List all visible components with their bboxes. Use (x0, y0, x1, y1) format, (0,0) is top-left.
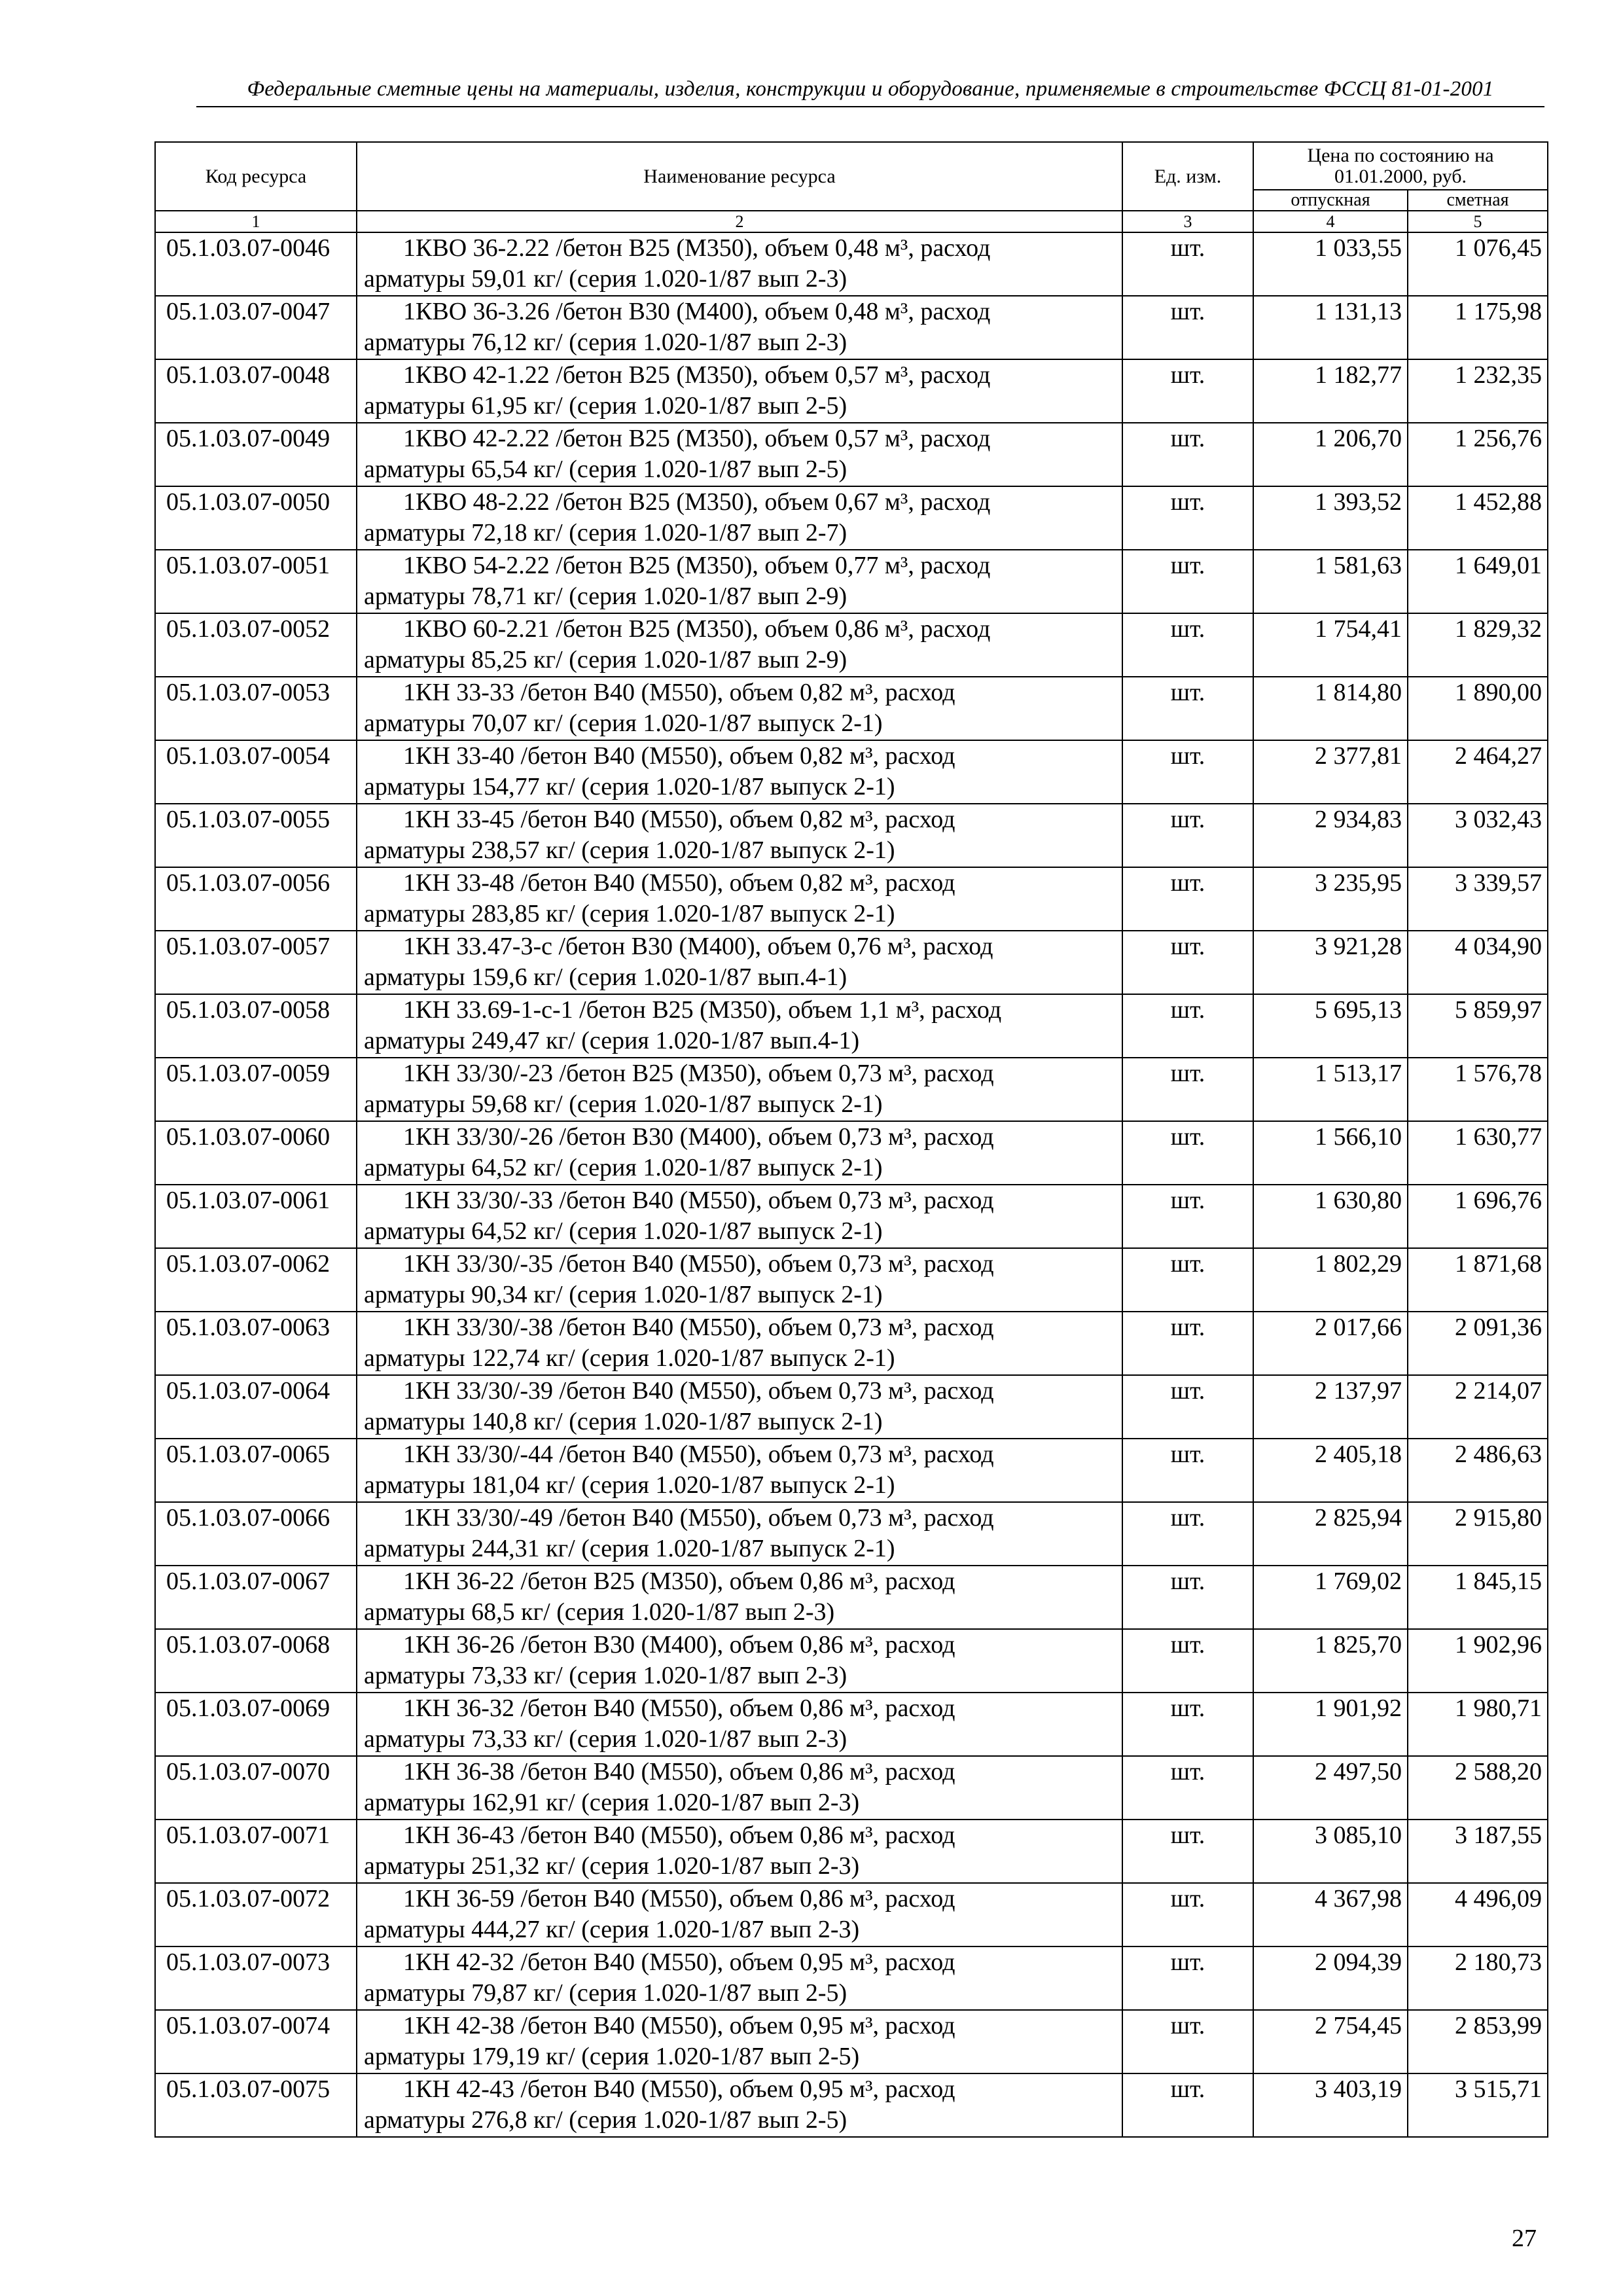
unit-of-measure: шт. (1122, 296, 1253, 359)
release-price: 5 695,13 (1253, 994, 1408, 1058)
column-number-2: 2 (357, 211, 1122, 232)
resource-name (357, 1629, 1122, 1693)
unit-of-measure: шт. (1122, 1312, 1253, 1375)
table-row (155, 1185, 1548, 1248)
table-row (155, 1121, 1548, 1185)
resource-name-line2: арматуры 59,01 кг/ (серия 1.020-1/87 вып 2-3) (364, 265, 847, 293)
resource-name (357, 1566, 1122, 1629)
unit-of-measure: шт. (1122, 867, 1253, 931)
resource-name-line2: арматуры 59,68 кг/ (серия 1.020-1/87 выпуск 2-1) (364, 1090, 883, 1118)
release-price: 1 033,55 (1253, 232, 1408, 296)
resource-name-line2: арматуры 65,54 кг/ (серия 1.020-1/87 вып 2-5) (364, 456, 847, 483)
resource-price-table (154, 141, 1548, 2138)
estimate-price: 1 845,15 (1408, 1566, 1548, 1629)
table-row (155, 1566, 1548, 1629)
estimate-price: 2 486,63 (1408, 1439, 1548, 1502)
resource-name-line1: 1КН 33.69-1-с-1 /бетон В25 (М350), объем 1,1 м³, расход (403, 996, 1002, 1024)
resource-name-line2: арматуры 73,33 кг/ (серия 1.020-1/87 вып 2-3) (364, 1725, 847, 1753)
resource-name (357, 2010, 1122, 2073)
resource-name-line1: 1КН 33/30/-49 /бетон В40 (М550), объем 0,73 м³, расход (403, 1504, 994, 1532)
resource-name-line1: 1КН 42-43 /бетон В40 (М550), объем 0,95 м³, расход (403, 2075, 955, 2103)
release-price: 2 497,50 (1253, 1756, 1408, 1820)
unit-of-measure: шт. (1122, 1756, 1253, 1820)
resource-name-line2: арматуры 181,04 кг/ (серия 1.020-1/87 выпуск 2-1) (364, 1471, 895, 1499)
resource-name-line1: 1КН 33/30/-39 /бетон В40 (М550), объем 0,73 м³, расход (403, 1377, 994, 1405)
resource-name (357, 1058, 1122, 1121)
resource-code: 05.1.03.07-0070 (155, 1756, 357, 1820)
column-number-5: 5 (1408, 211, 1548, 232)
unit-of-measure: шт. (1122, 1566, 1253, 1629)
resource-code: 05.1.03.07-0075 (155, 2073, 357, 2137)
release-price: 1 513,17 (1253, 1058, 1408, 1121)
unit-of-measure: шт. (1122, 1248, 1253, 1312)
resource-name-line2: арматуры 444,27 кг/ (серия 1.020-1/87 вып 2-3) (364, 1916, 860, 1943)
resource-name-line2: арматуры 68,5 кг/ (серия 1.020-1/87 вып 2-3) (364, 1598, 835, 1626)
resource-code: 05.1.03.07-0063 (155, 1312, 357, 1375)
resource-name-line1: 1КН 36-26 /бетон В30 (М400), объем 0,86 м³, расход (403, 1631, 955, 1659)
resource-name-line1: 1КН 33/30/-44 /бетон В40 (М550), объем 0,73 м³, расход (403, 1441, 994, 1468)
table-row (155, 1946, 1548, 2010)
resource-name-line1: 1КН 36-43 /бетон В40 (М550), объем 0,86 м³, расход (403, 1821, 955, 1849)
resource-name-line1: 1КН 36-38 /бетон В40 (М550), объем 0,86 м³, расход (403, 1758, 955, 1785)
resource-name (357, 740, 1122, 804)
release-price: 1 206,70 (1253, 423, 1408, 486)
release-price: 1 131,13 (1253, 296, 1408, 359)
release-price: 3 085,10 (1253, 1820, 1408, 1883)
release-price: 2 934,83 (1253, 804, 1408, 867)
resource-name-line2: арматуры 85,25 кг/ (серия 1.020-1/87 вып 2-9) (364, 646, 847, 673)
table-row (155, 1820, 1548, 1883)
release-price: 1 769,02 (1253, 1566, 1408, 1629)
release-price: 1 581,63 (1253, 550, 1408, 613)
resource-code: 05.1.03.07-0051 (155, 550, 357, 613)
resource-name-line2: арматуры 159,6 кг/ (серия 1.020-1/87 вып.4-1) (364, 963, 847, 991)
resource-name (357, 1756, 1122, 1820)
estimate-price: 1 890,00 (1408, 677, 1548, 740)
estimate-price: 3 187,55 (1408, 1820, 1548, 1883)
header-unit: Ед. изм. (1122, 142, 1253, 211)
estimate-price: 1 452,88 (1408, 486, 1548, 550)
unit-of-measure: шт. (1122, 1629, 1253, 1693)
resource-name (357, 1946, 1122, 2010)
resource-name (357, 804, 1122, 867)
resource-name-line2: арматуры 64,52 кг/ (серия 1.020-1/87 выпуск 2-1) (364, 1154, 883, 1181)
resource-name-line2: арматуры 78,71 кг/ (серия 1.020-1/87 вып 2-9) (364, 583, 847, 610)
resource-name-line2: арматуры 283,85 кг/ (серия 1.020-1/87 выпуск 2-1) (364, 900, 895, 927)
resource-name-line2: арматуры 179,19 кг/ (серия 1.020-1/87 вып 2-5) (364, 2043, 860, 2070)
release-price: 1 825,70 (1253, 1629, 1408, 1693)
resource-name-line1: 1КВО 42-1.22 /бетон В25 (М350), объем 0,57 м³, расход (403, 361, 991, 389)
resource-code: 05.1.03.07-0066 (155, 1502, 357, 1566)
unit-of-measure: шт. (1122, 804, 1253, 867)
resource-name-line2: арматуры 249,47 кг/ (серия 1.020-1/87 вып.4-1) (364, 1027, 860, 1054)
resource-code: 05.1.03.07-0060 (155, 1121, 357, 1185)
table-row (155, 1502, 1548, 1566)
resource-code: 05.1.03.07-0058 (155, 994, 357, 1058)
resource-name-line2: арматуры 244,31 кг/ (серия 1.020-1/87 выпуск 2-1) (364, 1535, 895, 1562)
unit-of-measure: шт. (1122, 1185, 1253, 1248)
table-row (155, 613, 1548, 677)
estimate-price: 1 232,35 (1408, 359, 1548, 423)
release-price: 2 017,66 (1253, 1312, 1408, 1375)
resource-name (357, 1375, 1122, 1439)
estimate-price: 1 630,77 (1408, 1121, 1548, 1185)
resource-code: 05.1.03.07-0053 (155, 677, 357, 740)
unit-of-measure: шт. (1122, 1883, 1253, 1946)
resource-name-line1: 1КН 36-22 /бетон В25 (М350), объем 0,86 м³, расход (403, 1568, 955, 1595)
table-row (155, 423, 1548, 486)
resource-code: 05.1.03.07-0065 (155, 1439, 357, 1502)
resource-name-line1: 1КН 33/30/-35 /бетон В40 (М550), объем 0,73 м³, расход (403, 1250, 994, 1278)
release-price: 2 094,39 (1253, 1946, 1408, 2010)
release-price: 2 377,81 (1253, 740, 1408, 804)
table-row (155, 296, 1548, 359)
resource-name (357, 867, 1122, 931)
resource-name (357, 359, 1122, 423)
estimate-price: 1 696,76 (1408, 1185, 1548, 1248)
release-price: 2 825,94 (1253, 1502, 1408, 1566)
resource-name (357, 232, 1122, 296)
estimate-price: 2 915,80 (1408, 1502, 1548, 1566)
table-row (155, 867, 1548, 931)
estimate-price: 1 576,78 (1408, 1058, 1548, 1121)
table-body (155, 232, 1548, 2137)
resource-name-line2: арматуры 72,18 кг/ (серия 1.020-1/87 вып 2-7) (364, 519, 847, 547)
page-number: 27 (1512, 2225, 1537, 2252)
table-row (155, 2073, 1548, 2137)
column-number-3: 3 (1122, 211, 1253, 232)
resource-code: 05.1.03.07-0056 (155, 867, 357, 931)
resource-name (357, 1883, 1122, 1946)
resource-name-line1: 1КВО 36-3.26 /бетон В30 (М400), объем 0,48 м³, расход (403, 298, 991, 325)
table-row (155, 1756, 1548, 1820)
resource-code: 05.1.03.07-0048 (155, 359, 357, 423)
resource-code: 05.1.03.07-0068 (155, 1629, 357, 1693)
table-row (155, 550, 1548, 613)
estimate-price: 1 649,01 (1408, 550, 1548, 613)
resource-name-line2: арматуры 251,32 кг/ (серия 1.020-1/87 вып 2-3) (364, 1852, 860, 1880)
header-price-group-line2: 01.01.2000, руб. (1334, 165, 1467, 187)
resource-code: 05.1.03.07-0072 (155, 1883, 357, 1946)
unit-of-measure: шт. (1122, 1121, 1253, 1185)
estimate-price: 2 091,36 (1408, 1312, 1548, 1375)
table-row (155, 1693, 1548, 1756)
table-row (155, 1375, 1548, 1439)
resource-name (357, 486, 1122, 550)
estimate-price: 1 076,45 (1408, 232, 1548, 296)
resource-name-line1: 1КВО 60-2.21 /бетон В25 (М350), объем 0,86 м³, расход (403, 615, 991, 643)
table-row (155, 1883, 1548, 1946)
resource-name (357, 931, 1122, 994)
estimate-price: 1 902,96 (1408, 1629, 1548, 1693)
header-code: Код ресурса (155, 142, 357, 211)
resource-name-line1: 1КН 36-32 /бетон В40 (М550), объем 0,86 м³, расход (403, 1695, 955, 1722)
table-row (155, 740, 1548, 804)
estimate-price: 2 180,73 (1408, 1946, 1548, 2010)
resource-name-line1: 1КН 33/30/-23 /бетон В25 (М350), объем 0,73 м³, расход (403, 1060, 994, 1087)
resource-name (357, 423, 1122, 486)
resource-name-line1: 1КВО 48-2.22 /бетон В25 (М350), объем 0,67 м³, расход (403, 488, 991, 516)
release-price: 3 403,19 (1253, 2073, 1408, 2137)
header-rule (196, 106, 1544, 107)
resource-code: 05.1.03.07-0064 (155, 1375, 357, 1439)
resource-name-line1: 1КН 33-40 /бетон В40 (М550), объем 0,82 м³, расход (403, 742, 955, 770)
unit-of-measure: шт. (1122, 1693, 1253, 1756)
resource-name-line2: арматуры 70,07 кг/ (серия 1.020-1/87 выпуск 2-1) (364, 709, 883, 737)
resource-code: 05.1.03.07-0052 (155, 613, 357, 677)
estimate-price: 5 859,97 (1408, 994, 1548, 1058)
estimate-price: 4 496,09 (1408, 1883, 1548, 1946)
unit-of-measure: шт. (1122, 1439, 1253, 1502)
resource-name-line2: арматуры 90,34 кг/ (серия 1.020-1/87 выпуск 2-1) (364, 1281, 883, 1308)
unit-of-measure: шт. (1122, 1502, 1253, 1566)
unit-of-measure: шт. (1122, 1946, 1253, 2010)
release-price: 1 901,92 (1253, 1693, 1408, 1756)
resource-name-line2: арматуры 276,8 кг/ (серия 1.020-1/87 вып 2-5) (364, 2106, 847, 2134)
table-row (155, 359, 1548, 423)
resource-name (357, 1502, 1122, 1566)
resource-code: 05.1.03.07-0055 (155, 804, 357, 867)
resource-name (357, 1312, 1122, 1375)
resource-code: 05.1.03.07-0046 (155, 232, 357, 296)
unit-of-measure: шт. (1122, 550, 1253, 613)
resource-name (357, 994, 1122, 1058)
resource-name-line1: 1КН 33-48 /бетон В40 (М550), объем 0,82 м³, расход (403, 869, 955, 897)
resource-name (357, 2073, 1122, 2137)
resource-code: 05.1.03.07-0059 (155, 1058, 357, 1121)
resource-name-line2: арматуры 61,95 кг/ (серия 1.020-1/87 вып 2-5) (364, 392, 847, 420)
resource-name-line1: 1КВО 42-2.22 /бетон В25 (М350), объем 0,57 м³, расход (403, 425, 991, 452)
estimate-price: 1 871,68 (1408, 1248, 1548, 1312)
resource-name-line2: арматуры 122,74 кг/ (серия 1.020-1/87 выпуск 2-1) (364, 1344, 895, 1372)
resource-name-line1: 1КН 42-38 /бетон В40 (М550), объем 0,95 м³, расход (403, 2012, 955, 2039)
release-price: 2 405,18 (1253, 1439, 1408, 1502)
unit-of-measure: шт. (1122, 1375, 1253, 1439)
table-row (155, 994, 1548, 1058)
unit-of-measure: шт. (1122, 740, 1253, 804)
estimate-price: 2 588,20 (1408, 1756, 1548, 1820)
resource-name (357, 1185, 1122, 1248)
resource-code: 05.1.03.07-0071 (155, 1820, 357, 1883)
release-price: 1 814,80 (1253, 677, 1408, 740)
unit-of-measure: шт. (1122, 994, 1253, 1058)
unit-of-measure: шт. (1122, 2010, 1253, 2073)
release-price: 3 921,28 (1253, 931, 1408, 994)
resource-name (357, 1121, 1122, 1185)
estimate-price: 1 256,76 (1408, 423, 1548, 486)
unit-of-measure: шт. (1122, 423, 1253, 486)
estimate-price: 2 464,27 (1408, 740, 1548, 804)
resource-name-line1: 1КН 33-45 /бетон В40 (М550), объем 0,82 м³, расход (403, 806, 955, 833)
estimate-price: 1 175,98 (1408, 296, 1548, 359)
estimate-price: 3 339,57 (1408, 867, 1548, 931)
resource-code: 05.1.03.07-0062 (155, 1248, 357, 1312)
resource-name-line2: арматуры 79,87 кг/ (серия 1.020-1/87 вып 2-5) (364, 1979, 847, 2007)
resource-name (357, 550, 1122, 613)
resource-name-line1: 1КВО 36-2.22 /бетон В25 (М350), объем 0,48 м³, расход (403, 234, 991, 262)
running-header: Федеральные сметные цены на материалы, изделия, конструкции и оборудование, применяемые в строительстве ФССЦ 81-01-2001 (247, 77, 1494, 101)
table-row (155, 1058, 1548, 1121)
resource-name-line2: арматуры 76,12 кг/ (серия 1.020-1/87 вып 2-3) (364, 329, 847, 356)
release-price: 1 630,80 (1253, 1185, 1408, 1248)
unit-of-measure: шт. (1122, 359, 1253, 423)
resource-name (357, 296, 1122, 359)
unit-of-measure: шт. (1122, 677, 1253, 740)
estimate-price: 4 034,90 (1408, 931, 1548, 994)
resource-name (357, 1693, 1122, 1756)
resource-name-line1: 1КН 33/30/-38 /бетон В40 (М550), объем 0,73 м³, расход (403, 1314, 994, 1341)
resource-name-line1: 1КН 33.47-3-с /бетон В30 (М400), объем 0,76 м³, расход (403, 933, 993, 960)
resource-name-line2: арматуры 64,52 кг/ (серия 1.020-1/87 выпуск 2-1) (364, 1217, 883, 1245)
resource-code: 05.1.03.07-0047 (155, 296, 357, 359)
resource-name (357, 1820, 1122, 1883)
unit-of-measure: шт. (1122, 232, 1253, 296)
resource-code: 05.1.03.07-0057 (155, 931, 357, 994)
header-price-group-line1: Цена по состоянию на (1307, 144, 1494, 166)
release-price: 2 754,45 (1253, 2010, 1408, 2073)
unit-of-measure: шт. (1122, 2073, 1253, 2137)
resource-code: 05.1.03.07-0061 (155, 1185, 357, 1248)
resource-name-line2: арматуры 154,77 кг/ (серия 1.020-1/87 выпуск 2-1) (364, 773, 895, 800)
resource-name-line2: арматуры 238,57 кг/ (серия 1.020-1/87 выпуск 2-1) (364, 836, 895, 864)
resource-code: 05.1.03.07-0069 (155, 1693, 357, 1756)
resource-name-line1: 1КН 42-32 /бетон В40 (М550), объем 0,95 м³, расход (403, 1948, 955, 1976)
release-price: 1 754,41 (1253, 613, 1408, 677)
table-row (155, 804, 1548, 867)
resource-name-line2: арматуры 73,33 кг/ (серия 1.020-1/87 вып 2-3) (364, 1662, 847, 1689)
release-price: 2 137,97 (1253, 1375, 1408, 1439)
unit-of-measure: шт. (1122, 486, 1253, 550)
estimate-price: 3 515,71 (1408, 2073, 1548, 2137)
table-row (155, 486, 1548, 550)
table-row (155, 677, 1548, 740)
release-price: 1 393,52 (1253, 486, 1408, 550)
resource-name-line2: арматуры 162,91 кг/ (серия 1.020-1/87 вып 2-3) (364, 1789, 860, 1816)
resource-code: 05.1.03.07-0074 (155, 2010, 357, 2073)
table-row (155, 232, 1548, 296)
column-number-4: 4 (1253, 211, 1408, 232)
unit-of-measure: шт. (1122, 931, 1253, 994)
table-row (155, 1248, 1548, 1312)
resource-name-line1: 1КВО 54-2.22 /бетон В25 (М350), объем 0,77 м³, расход (403, 552, 991, 579)
resource-name-line2: арматуры 140,8 кг/ (серия 1.020-1/87 выпуск 2-1) (364, 1408, 883, 1435)
resource-name-line1: 1КН 33/30/-26 /бетон В30 (М400), объем 0,73 м³, расход (403, 1123, 994, 1151)
release-price: 1 802,29 (1253, 1248, 1408, 1312)
release-price: 1 182,77 (1253, 359, 1408, 423)
resource-name (357, 1248, 1122, 1312)
estimate-price: 2 853,99 (1408, 2010, 1548, 2073)
table-row (155, 2010, 1548, 2073)
estimate-price: 1 980,71 (1408, 1693, 1548, 1756)
unit-of-measure: шт. (1122, 613, 1253, 677)
unit-of-measure: шт. (1122, 1058, 1253, 1121)
table-row (155, 1312, 1548, 1375)
resource-name (357, 613, 1122, 677)
estimate-price: 2 214,07 (1408, 1375, 1548, 1439)
table-row (155, 1629, 1548, 1693)
resource-name (357, 677, 1122, 740)
unit-of-measure: шт. (1122, 1820, 1253, 1883)
release-price: 1 566,10 (1253, 1121, 1408, 1185)
header-price-group (1253, 142, 1548, 190)
table-row (155, 931, 1548, 994)
estimate-price: 1 829,32 (1408, 613, 1548, 677)
release-price: 3 235,95 (1253, 867, 1408, 931)
resource-name-line1: 1КН 36-59 /бетон В40 (М550), объем 0,86 м³, расход (403, 1885, 955, 1912)
resource-name-line1: 1КН 33-33 /бетон В40 (М550), объем 0,82 м³, расход (403, 679, 955, 706)
resource-code: 05.1.03.07-0073 (155, 1946, 357, 2010)
resource-name-line1: 1КН 33/30/-33 /бетон В40 (М550), объем 0,73 м³, расход (403, 1187, 994, 1214)
resource-code: 05.1.03.07-0054 (155, 740, 357, 804)
estimate-price: 3 032,43 (1408, 804, 1548, 867)
header-release-price: отпускная (1253, 190, 1408, 211)
header-name: Наименование ресурса (357, 142, 1122, 211)
table-row (155, 1439, 1548, 1502)
column-number-1: 1 (155, 211, 357, 232)
resource-code: 05.1.03.07-0049 (155, 423, 357, 486)
resource-code: 05.1.03.07-0067 (155, 1566, 357, 1629)
header-estimate-price: сметная (1408, 190, 1548, 211)
resource-name (357, 1439, 1122, 1502)
release-price: 4 367,98 (1253, 1883, 1408, 1946)
resource-code: 05.1.03.07-0050 (155, 486, 357, 550)
